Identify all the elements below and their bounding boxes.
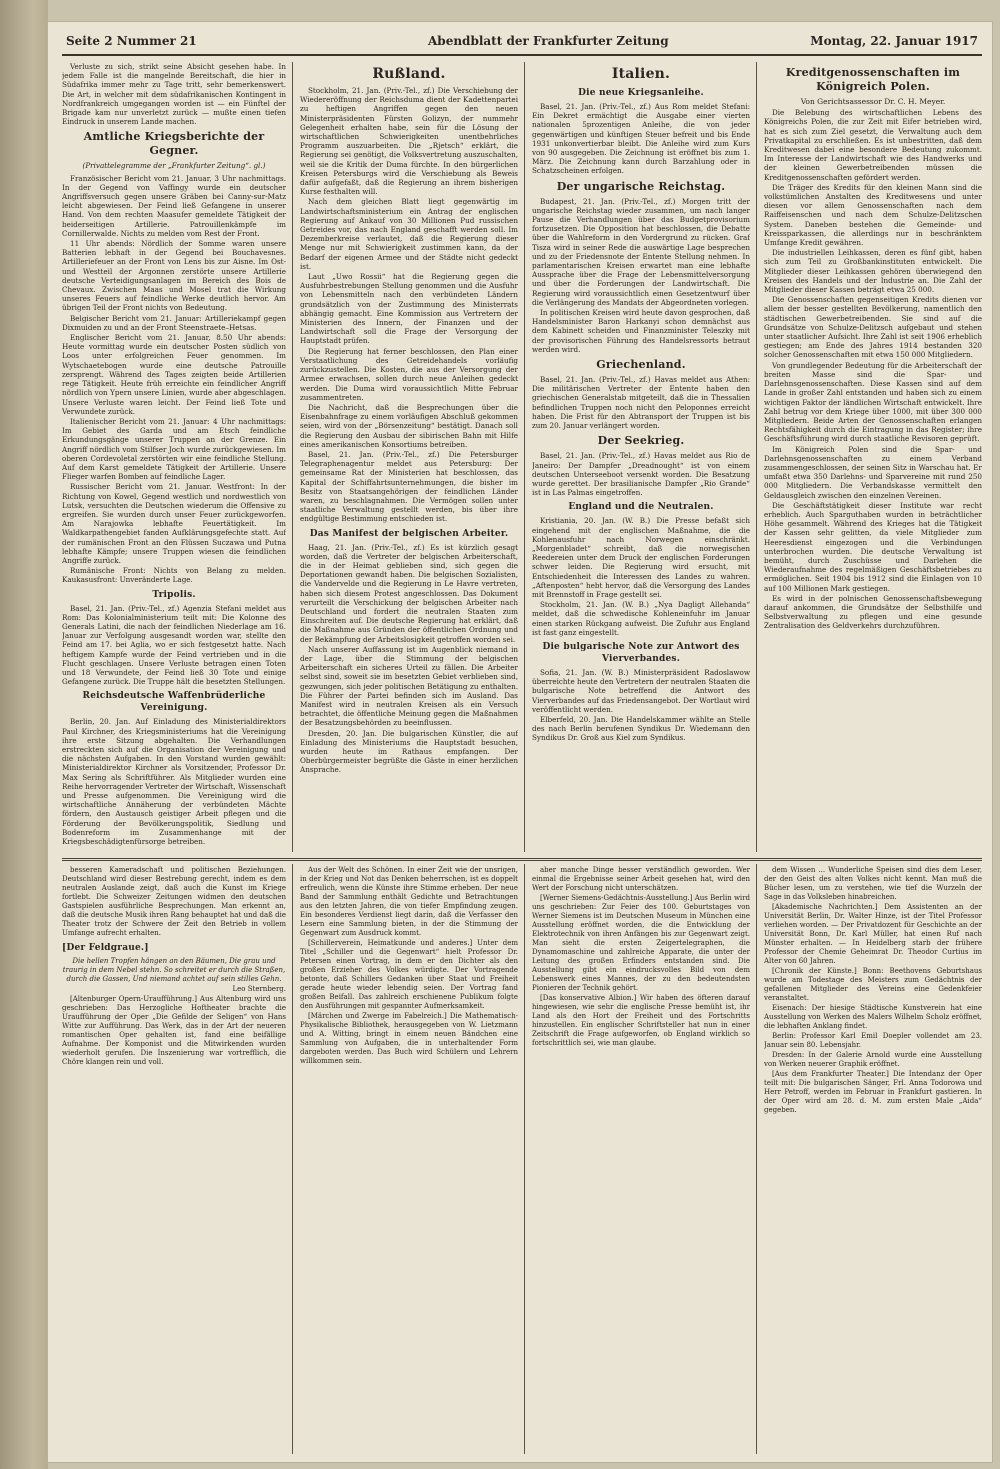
article-paragraph: Die Regierung hat ferner beschlossen, den Plan einer Verstaatlichung des Getreidehandels vorläufig zurückzustellen. Die Kosten, die aus der Versorgung der Armee erwachsen, sollen durch neue Anleihen gedeckt werden. Die Duma wird voraussichtlich Mitte Februar zusammentreten. [300,346,518,402]
feuilleton-paragraph: [Aus dem Frankfurter Theater.] Die Intendanz der Oper teilt mit: Die bulgarischen Sänger, Frl. Anna Todorowa und Herr Petroff, werden im Februar in Frankfurt gastieren. In der Oper wird am 28. d. M. zum ersten Male „Aida“ gegeben. [764,1070,982,1114]
article-heading: Reichsdeutsche Waffenbrüderliche Vereinigung. [82,691,266,714]
article-paragraph: Basel, 21. Jan. (Priv.-Tel., zf.) Die Petersburger Telegraphenagentur meldet aus Petersburg: Der gemeinsame Rat der Ministerien hat beschlossen, das Kapital der Schiffahrtsunternehmungen, die bisher im Besitz von Staatsangehörigen der feindlichen Länder waren, zu beschlagnahmen. Die Vermögen sollen unter staatliche Verwaltung gestellt werden, bis über ihre endgültige Bestimmung entschieden ist. [300,449,518,524]
newspaper-title: Abendblatt der Frankfurter Zeitung [428,34,669,48]
article-paragraph: Die Nachricht, daß die Besprechungen über die Eisenbahnfrage zu einem vorläufigen Abschluß gekommen seien, wird von der „Börsenzeitung“ bestätigt. Danach soll die Regierung den Ausbau der sibirischen Bahn mit Hilfe eines amerikanischen Konsortiums betreiben. [300,402,518,449]
article-paragraph: Budapest, 21. Jan. (Priv.-Tel., zf.) Morgen tritt der ungarische Reichstag wieder zusammen, um nach langer Pause die Verhandlungen über das Budgetprovisorium fortzusetzen. Die Opposition hat beschlossen, die Debatte über die Wahlreform in den Vordergrund zu rücken. Graf Tisza wird in seiner Rede die auswärtige Lage besprechen und zu der Friedensnote der Entente Stellung nehmen. In parlamentarischen Kreisen erwartet man eine lebhafte Aussprache über die Frage der Lebensmittelversorgung und über die Forderungen der Landwirtschaft. Die Regierung wird voraussichtlich einen Gesetzentwurf über die Verlängerung des Mandats der Abgeordneten vorlegen. [532,196,750,307]
article-paragraph: Im Königreich Polen sind die Spar- und Darlehnsgenossenschaften zu einem Verband zusammengeschlossen, der seinen Sitz in Warschau hat. Er umfaßt etwa 350 Darlehns- und Sparvereine mit rund 250 000 Mitgliedern. Die Verbandskasse vermittelt den Geldausgleich zwischen den einzelnen Vereinen. [764,444,982,500]
feuilleton-paragraph: dem Wissen ... Wunderliche Speisen sind dies dem Leser, der den Geist des alten Volkes nicht kennt. Man muß die Bücher lesen, um zu verstehen, wie tief die Wurzeln der Sage in das Volksleben hinabreichen. [764,866,982,901]
article-paragraph: Basel, 21. Jan. (Priv.-Tel., zf.) Havas meldet aus Athen: Die militärischen Vertreter der Entente haben den griechischen Generalstab mitgeteilt, daß die in Thessalien befindlichen Truppen noch nicht den Peloponnes erreicht haben. Die Frist für den Abtransport der Truppen ist bis zum 20. Januar verlängert worden. [532,375,750,431]
column-3 [532,62,750,852]
byline: Von Gerichtsassessor Dr. C. H. Meyer. [800,97,946,106]
article-heading: Die neue Kriegsanleihe. [578,88,704,98]
article-heading: England und die Neutralen. [568,502,714,513]
article-paragraph: Stockholm, 21. Jan. (Priv.-Tel., zf.) Die Verschiebung der Wiedereröffnung der Reichsduma dient der Kadettenpartei zu heftigen Angriffen gegen den neuen Ministerpräsidenten Fürsten Golizyn, der nummehr Gelegenheit erhalten habe, sein für die Lösung der wirtschaftlichen Schwierigkeiten unentbehrliches Programm auszuarbeiten. Die „Rjetsch“ erklärt, die Regierung sei genötigt, die Volksvertretung auszuschalten, weil sie die Kritik der Duma fürchte. In den bürgerlichen Kreisen Petersburgs wird die Verschiebung als Beweis dafür aufgefaßt, daß die Regierung an ihrem bisherigen Kurse festhalten will. [300,86,518,197]
article-paragraph: Kristiania, 20. Jan. (W. B.) Die Presse befaßt sich eingehend mit der englischen Maßnahme, die die Kohlenausfuhr nach Norwegen einschränkt. „Morgenbladet“ schreibt, daß die norwegischen Reedereien unter dem Druck der englischen Forderungen schwer leiden. Die Regierung wird ersucht, mit Entschiedenheit die Interessen des Landes zu wahren. „Aftenposten“ hebt hervor, daß die Versorgung des Landes mit Brennstoff in Frage gestellt sei. [532,516,750,599]
feuilleton-column-4 [764,866,982,1454]
article-paragraph: Italienischer Bericht vom 21. Januar: 4 Uhr nachmittags: Im Gebiet des Garda und am Etsch feindliche Erkundungsgänge unserer Truppen an der Grenze. Ein Angriff nördlich vom Stilfser Joch wurde zurückgewiesen. Im oberen Cordevoletal zerstörten wir eine feindliche Stellung. Auf dem Karst gemeldete Tätigkeit der Artillerie. Unsere Flieger warfen Bomben auf feindliche Lager. [62,416,286,482]
masthead [48,30,992,52]
article-heading: Der Seekrieg. [597,434,685,448]
column-rule [292,62,293,852]
column-rule [524,62,525,852]
column-4 [764,62,982,852]
feuilleton-paragraph: [Chronik der Künste.] Bonn: Beethovens Geburtshaus wurde am Todestage des Meisters zum Gedächtnis der gefallenen Mitglieder des Vereins eine Gedenkfeier veranstaltet. [764,967,982,1002]
column-2 [300,62,518,852]
article-heading: Tripolis. [152,589,196,600]
feuilleton-column-3 [532,866,750,1454]
poem: Die hellen Tropfen hängen an den Bäumen, Die grau und traurig in dem Nebel stehn. So schreitet er durch die Straßen, durch die Gassen, Und niemand achtet auf sein stilles Gehn. [62,957,286,983]
feuilleton-paragraph: Aus der Welt des Schönen. In einer Zeit wie der unsrigen, in der Krieg und Not das Denken beherrschen, ist es doppelt erfreulich, wenn die Künste ihre Stimme erheben. Der neue Band der Sammlung enthält Gedichte und Betrachtungen aus den letzten Jahren, die von tiefer Empfindung zeugen. Ein besonderes Verdienst liegt darin, daß die Verfasser den Lesern eine Sammlung bieten, in der die Stimmung der Gegenwart zum Ausdruck kommt. [300,866,518,937]
article-paragraph: Die Genossenschaften gegenseitigen Kredits dienen vor allem der besser gestellten Bevölkerung, namentlich den städtischen Gewerbetreibenden. Sie sind auf die Grundsätze von Schulze-Delitzsch aufgebaut und stehen unter staatlicher Aufsicht. Ihre Zahl ist seit 1906 erheblich gestiegen; am Ende des Jahres 1914 bestanden 320 solcher Genossenschaften mit etwa 150 000 Mitgliedern. [764,295,982,360]
article-paragraph: Sofia, 21. Jan. (W. B.) Ministerpräsident Radoslawow überreichte heute den Vertretern der neutralen Staaten die bulgarische Note betreffend die Antwort des Vierverbandes auf das Friedensangebot. Der Wortlaut wird veröffentlicht werden. [532,667,750,714]
article-paragraph: Es wird in der polnischen Genossenschaftsbewegung darauf ankommen, die Grundsätze der Selbsthilfe und Selbstverwaltung zu pflegen und eine gesunde Zentralisation des Geldverkehrs durchzuführen. [764,593,982,631]
section-heading: Rußland. [372,66,446,82]
feuilleton-paragraph: Berlin: Professor Karl Emil Doepler vollendet am 23. Januar sein 80. Lebensjahr. [764,1032,982,1049]
section-heading: Kreditgenossenschaften im Königreich Polen. [785,66,961,93]
article-paragraph: Basel, 21. Jan. (Priv.-Tel., zf.) Havas meldet aus Rio de Janeiro: Der Dampfer „Dreadnought“ ist von einem deutschen Unterseeboot versenkt worden. Die Besatzung wurde gerettet. Der brasilianische Dampfer „Rio Grande“ ist in Las Palmas eingetroffen. [532,451,750,498]
article-paragraph: Basel, 21. Jan. (Priv.-Tel., zf.) Agenzia Stefani meldet aus Rom: Das Kolonialministerium teilt mit: Die Kolonne des Generals Latini, die nach der feindlichen Niederlage am 16. Januar zur Verfolgung ausgesandt worden war, stellte den Feind am 17. bei Aglia, wo er sich festgesetzt hatte. Nach heftigem Kampfe wurde der Feind vertrieben und in die Flucht geschlagen. Unsere Verluste betragen einen Toten und 18 Verwundete, der Feind ließ 30 Tote und einige Gefangene zurück. Die Truppe hält die besetzten Stellungen. [62,603,286,687]
masthead-rule [62,54,982,56]
article-paragraph: In politischen Kreisen wird heute davon gesprochen, daß Handelsminister Baron Harkanyi schon demnächst aus dem Kabinett scheiden und Finanzminister Teleszky mit der provisorischen Führung des Handelsressorts betraut werden wird. [532,308,750,354]
column-rule [292,864,293,1454]
article-paragraph: Die Geschäftstätigkeit dieser Institute war recht erheblich. Auch Sparguthaben wurden in beträchtlicher Höhe gesammelt. Während des Krieges hat die Tätigkeit der Kassen sehr gelitten, da viele Mitglieder zum Heeresdienst eingezogen und die Verbindungen unterbrochen wurden. Die deutsche Verwaltung ist bemüht, durch Zuschüsse und Darlehen die Wiederaufnahme des regelmäßigen Geschäftsbetriebes zu ermöglichen. Seit 1904 bis 1912 sind die Einlagen von 10 auf 100 Millionen Mark gestiegen. [764,500,982,593]
article-paragraph: Russischer Bericht vom 21. Januar. Westfront: In der Richtung von Kowel, Gegend westlich und nordwestlich von Lutsk, versuchten die Deutschen wiederum die Offensive zu ergreifen. Sie wurden durch unser Feuer zurückgeworfen. Am Narajowka lebhafte Feuertätigkeit. Im Waldkarpathengebiet fanden Aufklärungsgefechte statt. Auf der rumänischen Front an den Flüssen Suczawa und Putna lebhafte Kämpfe; unsere Truppen wiesen die feindlichen Angriffe zurück. [62,482,286,565]
article-paragraph: Die Träger des Kredits für den kleinen Mann sind die volkstümlichen Anstalten des Kreditwesens und unter diesen vor allem Genossenschaften nach dem Raiffeisenschen und nach dem Schulze-Delitzschen System. Daneben bestehen die Gemeinde- und Kreissparkassen, die allerdings nur in beschränktem Umfange Kredit gewähren. [764,182,982,248]
article-paragraph: Elberfeld, 20. Jan. Die Handelskammer wählte an Stelle des nach Berlin berufenen Syndikus Dr. Wiedemann den Syndikus Dr. Groß aus Kiel zum Syndikus. [532,714,750,743]
feuilleton-heading: [Der Feldgraue.] [62,943,149,953]
feuilleton-paragraph: besseren Kameradschaft und politischen Beziehungen. Deutschland wird dieser Bestrebung gerecht, indem es dem neutralen Auslande zeigt, daß auch die Kunst im Kriege fortlebt. Die Schweizer Zeitungen widmen den deutschen Gastspielen ausführliche Besprechungen. Man erkennt an, daß die deutsche Musik ihren Rang behauptet hat und daß die Theater trotz der Schwere der Zeit den Betrieb in vollem Umfange aufrecht erhalten. [62,866,286,937]
feuilleton-paragraph: Eisenach: Der hiesige Städtische Kunstverein hat eine Ausstellung von Werken des Malers Wilhelm Scholz eröffnet, die lebhaften Anklang findet. [764,1004,982,1030]
article-heading: Die bulgarische Note zur Antwort des Vierverbandes. [542,641,740,664]
article-paragraph: Englischer Bericht vom 21. Januar, 8.50 Uhr abends: Heute vormittag wurde ein deutscher Posten südlich von Loos unter erfolgreichen Feuer genommen. Im Wytschaetebogen wurde eine deutsche Patrouille zersprengt. Während des Tages zeigten beide Artillerien rege Tätigkeit. Heute früh erreichte ein feindlicher Angriff nördlich von Ypern unsere Linien, wurde aber abgeschlagen. Unsere Verluste waren leicht. Der Feind ließ Tote und Verwundete zurück. [62,333,286,416]
feuilleton-paragraph: [Das konservative Albion.] Wir haben des öfteren darauf hingewiesen, wie sehr die englische Presse bemüht ist, ihr Land als den Hort der Freiheit und des Fortschritts hinzustellen. Ein englischer Schriftsteller hat nun in einer Zeitschrift die Frage aufgeworfen, ob England wirklich so fortschrittlich sei, wie man glaube. [532,994,750,1047]
article-paragraph: Dresden, 20. Jan. Die bulgarischen Künstler, die auf Einladung des Ministeriums die Hauptstadt besuchen, wurden heute im Rathaus empfangen. Der Oberbürgermeister begrüßte die Gäste in einer herzlichen Ansprache. [300,728,518,775]
article-paragraph: Laut „Uwo Rossii“ hat die Regierung gegen die Ausfuhrbestrebungen Stellung genommen und die Ausfuhr von Lebensmitteln nach den verbündeten Ländern grundsätzlich von der Zustimmung des Ministerrats abhängig gemacht. Eine Kommission aus Vertretern der Ministerien des Innern, der Finanzen und der Landwirtschaft soll die Frage der Versorgung der Hauptstadt prüfen. [300,272,518,346]
column-rule [524,864,525,1454]
feuilleton-paragraph: [Altenburger Opern-Uraufführung.] Aus Altenburg wird uns geschrieben: Das Herzogliche Hoftheater brachte die Uraufführung der Oper „Die Gefilde der Seligen“ von Hans Witte zur Aufführung. Das Werk, das in der Art der neueren romantischen Oper gehalten ist, fand eine beifällige Aufnahme. Der Komponist und die Mitwirkenden wurden wiederholt gerufen. Die Inszenierung war vortrefflich, die Chöre klangen rein und voll. [62,995,286,1066]
article-paragraph: 11 Uhr abends: Nördlich der Somme waren unsere Batterien lebhaft in der Gegend bei Bouchavesnes. Artilleriefeuer an der Front von Lens bis zur Aisne. Im Ost- und Westteil der Argonnen zerstörte unsere Artillerie deutsche Verteidigungsanlagen im Bereich des Bois de Chevaux. Zwischen Maas und Mosel trat die Wirkung unseres Feuers auf feindliche Werke deutlich hervor. Am übrigen Teil der Front nichts von Bedeutung. [62,239,286,313]
article-paragraph: Haag, 21. Jan. (Priv.-Tel., zf.) Es ist kürzlich gesagt worden, daß die Vertreter der belgischen Arbeiterschaft, die in der Heimat geblieben sind, sich gegen die Deportationen gewandt haben. Die belgischen Sozialisten, die Vandervelde und die Regierung in Le Havre vertreten, haben sich diesem Protest angeschlossen. Das Dokument verurteilt die Verschickung der belgischen Arbeiter nach Deutschland und fordert die neutralen Staaten zum Einschreiten auf. Die deutsche Regierung hat erklärt, daß die Maßnahme aus Gründen der öffentlichen Ordnung und der Bekämpfung der Arbeitslosigkeit getroffen worden sei. [300,542,518,644]
poem-author: Leo Sternberg. [232,985,286,993]
feuilleton-rule [62,858,982,861]
article-paragraph: Stockholm, 21. Jan. (W. B.) „Nya Dagligt Allehanda“ meldet, daß die schwedische Kohleneinfuhr im Januar einen starken Rückgang aufweist. Die Zufuhr aus England ist fast ganz eingestellt. [532,600,750,637]
article-paragraph: Die Belebung des wirtschaftlichen Lebens des Königreichs Polen, die zur Zeit mit Eifer betrieben wird, hat es sich zum Ziel gesetzt, die Verwaltung auch dem Privatkapital zu erschließen. Es ist unbestritten, daß dem Kreditwesen dabei eine besondere Bedeutung zukommt. Im Interesse der Landwirtschaft wie des Handwerks und der kleinen Gewerbetreibenden müssen die Kreditgenossenschaften gefördert werden. [764,108,982,182]
newspaper-page [48,22,992,1462]
feuilleton-paragraph: [Schillerverein, Heimatkunde und anderes.] Unter dem Titel „Schiller und die Gegenwart“ hielt Professor Dr. Petersen einen Vortrag, in dem er den Dichter als den großen Erzieher des Volkes würdigte. Der Vortragende betonte, daß Schillers Gedanken über Staat und Freiheit gerade heute wieder lebendig seien. Der Vortrag fand großen Beifall. Das zahlreich erschienene Publikum folgte den Ausführungen mit gespannter Aufmerksamkeit. [300,939,518,1010]
column-1 [62,62,286,852]
article-paragraph: Die industriellen Leihkassen, deren es fünf gibt, haben sich zum Teil zu Großbankinstituten entwickelt. Die Mitglieder dieser Leihkassen gehören überwiegend den Kreisen des Handels und der Industrie an. Die Zahl der Mitglieder dieser Kassen beträgt etwa 25 000. [764,248,982,295]
feuilleton-paragraph: Dresden: In der Galerie Arnold wurde eine Ausstellung von Werken neuerer Graphik eröffnet. [764,1051,982,1068]
column-rule [756,864,757,1454]
feuilleton-paragraph: [Akademische Nachrichten.] Dem Assistenten an der Universität Berlin, Dr. Walter Hinze, ist der Titel Professor verliehen worden. — Der Privatdozent für Geschichte an der Universität Bonn, Dr. Karl Müller, hat einen Ruf nach Münster erhalten. — In Heidelberg starb der frühere Professor der Chemie Geheimrat Dr. Theodor Curtius im Alter von 60 Jahren. [764,903,982,965]
column-rule [756,62,757,852]
feuilleton-paragraph: [Werner Siemens-Gedächtnis-Ausstellung.] Aus Berlin wird uns geschrieben: Zur Feier des 100. Geburtstages von Werner Siemens ist im Deutschen Museum in München eine Ausstellung eröffnet worden, die die Entwicklung der Elektrotechnik von ihren Anfängen bis zur Gegenwart zeigt. Man sieht die ersten Zeigertelegraphen, die Dynamomaschine und zahlreiche Apparate, die unter der Leitung des großen Erfinders entstanden sind. Die Ausstellung gibt ein eindrucksvolles Bild von dem Lebenswerk eines Mannes, der zu den bedeutendsten Pionieren der Technik gehört. [532,894,750,992]
article-paragraph: Nach unserer Auffassung ist im Augenblick niemand in der Lage, über die Stimmung der belgischen Arbeiterschaft ein sicheres Urteil zu fällen. Die Arbeiter selbst sind, soweit sie im besetzten Gebiet verblieben sind, gezwungen, sich jeder politischen Betätigung zu enthalten. Die Führer der Partei befinden sich im Ausland. Das Manifest wird in neutralen Kreisen als ein Versuch betrachtet, die öffentliche Meinung gegen die Maßnahmen der Besatzungsbehörden zu beeinflussen. [300,644,518,728]
feuilleton-column-2 [300,866,518,1454]
article-paragraph: Nach dem gleichen Blatt liegt gegenwärtig im Landwirtschaftsministerium ein Antrag der englischen Regierung auf Ankauf von 30 Millionen Pud russischen Getreides vor, das nach England geschafft werden soll. Im Dezemberkreise verlautet, daß die Regierung dieser Menge nur mit Schwierigkeit zustimmen kann, da der Bedarf der eigenen Armee und der Städte nicht gedeckt ist. [300,197,518,271]
article-heading: Der ungarische Reichstag. [556,179,726,193]
issue-date: Montag, 22. Januar 1917 [810,34,978,48]
section-subheading: (Privattelegramme der „Frankfurter Zeitung“. gl.) [82,161,266,171]
article-paragraph: Rumänische Front: Nichts von Belang zu melden. Kaukasusfront: Unveränderte Lage. [62,566,286,585]
article-paragraph: Belgischer Bericht vom 21. Januar: Artilleriekampf gegen Dixmuiden zu und an der Front Steenstraete–Hetsas. [62,313,286,332]
feuilleton-paragraph: aber manche Dinge besser verständlich geworden. Wer einmal die Ergebnisse seiner Arbeit gesehen hat, wird den Wert der Forschung nicht unterschätzen. [532,866,750,892]
page-number: Seite 2 Nummer 21 [66,34,197,48]
feuilleton-paragraph: [Märchen und Zwerge im Fabelreich.] Die Mathematisch-Physikalische Bibliothek, herausgegeben von W. Lietzmann und A. Witting, bringt in einem neuen Bändchen eine Sammlung von Aufgaben, die in unterhaltender Form dargeboten werden. Das Buch wird Schülern und Lehrern willkommen sein. [300,1012,518,1065]
article-heading: Griechenland. [596,358,686,372]
feuilleton-column-1 [62,866,286,1454]
article-heading: Das Manifest der belgischen Arbeiter. [309,528,509,539]
section-heading: Italien. [611,66,671,82]
article-paragraph: Basel, 21. Jan. (Priv.-Tel., zf.) Aus Rom meldet Stefani: Ein Dekret ermächtigt die Ausgabe einer vierten nationalen 5prozentigen Anleihe, die von jeder gegenwärtigen und künftigen Steuer befreit und bis Ende 1931 unkonvertierbar bleibt. Die Anleihe wird zum Kurs von 90 ausgegeben. Die Zeichnung ist eröffnet bis zum 1. März. Die Zeichnung kann durch Barzahlung oder in Schatzscheinen erfolgen. [532,102,750,176]
binding-edge [0,0,48,1469]
article-paragraph: Berlin, 20. Jan. Auf Einladung des Ministerialdirektors Paul Kirchner, des Kriegsministeriums hat die Vereinigung ihre erste Sitzung abgehalten. Die Verhandlungen erstreckten sich auf die Organisation der Vereinigung und die nächsten Aufgaben. In den Vorstand wurden gewählt: Ministerialdirektor Kirchner als Vorsitzender, Professor Dr. Max Sering als Schriftführer. Als Mitglieder wurden eine Reihe hervorragender Vertreter der Wirtschaft, Wissenschaft und Presse aufgenommen. Die Vereinigung wird die wirtschaftliche Annäherung der verbündeten Mächte fördern, den Austausch geistiger Arbeit pflegen und die Förderung der Bevölkerungspolitik, Siedlung und Bodenreform im Zusammenhange mit der Kriegsbeschädigtenfürsorge betreiben. [62,717,286,847]
intro-text: Verluste zu sich, strikt seine Absicht gesehen habe. In jedem Falle ist die mangelnde Bereitschaft, die hier in Südafrika immer mehr zu Tage tritt, sehr bemerkenswert. Die Art, in welcher mit dem südafrikanischen Kontingent in Nordfrankreich umgegangen worden ist — ein Fünftel der Brigade kam nur unverletzt zurück — mußte einen tiefen Eindruck in unserem Lande machen. [62,62,286,127]
article-paragraph: Französischer Bericht vom 21. Januar, 3 Uhr nachmittags. In der Gegend von Vaffingy wurde ein deutscher Angriffsversuch gegen unsere Gräben bei Canny-sur-Matz leicht abgewiesen. Der Feind ließ Gefangene in unserer Hand. Von dem rechten Maasufer gemeldete Tätigkeit der beiderseitigen Artillerie. Patrouillenkämpfe im Cornillerwalde. Nichts zu melden vom Rest der Front. [62,173,286,238]
article-paragraph: Von grundlegender Bedeutung für die Arbeiterschaft der breiten Masse sind die Spar- und Darlehnsgenossenschaften. Diese Kassen sind auf dem Lande in großer Zahl entstanden und haben sich zu einem wichtigen Faktor der ländlichen Wirtschaft entwickelt. Ihre Zahl betrug vor dem Kriege über 1000, mit über 300 000 Mitgliedern. Beide Arten der Genossenschaften erlangen Rechtsfähigkeit durch die Eintragung in das Register; ihre Geschäftsführung wird durch staatliche Revisoren geprüft. [764,360,982,444]
section-heading: Amtliche Kriegsberichte der Gegner. [83,130,265,158]
